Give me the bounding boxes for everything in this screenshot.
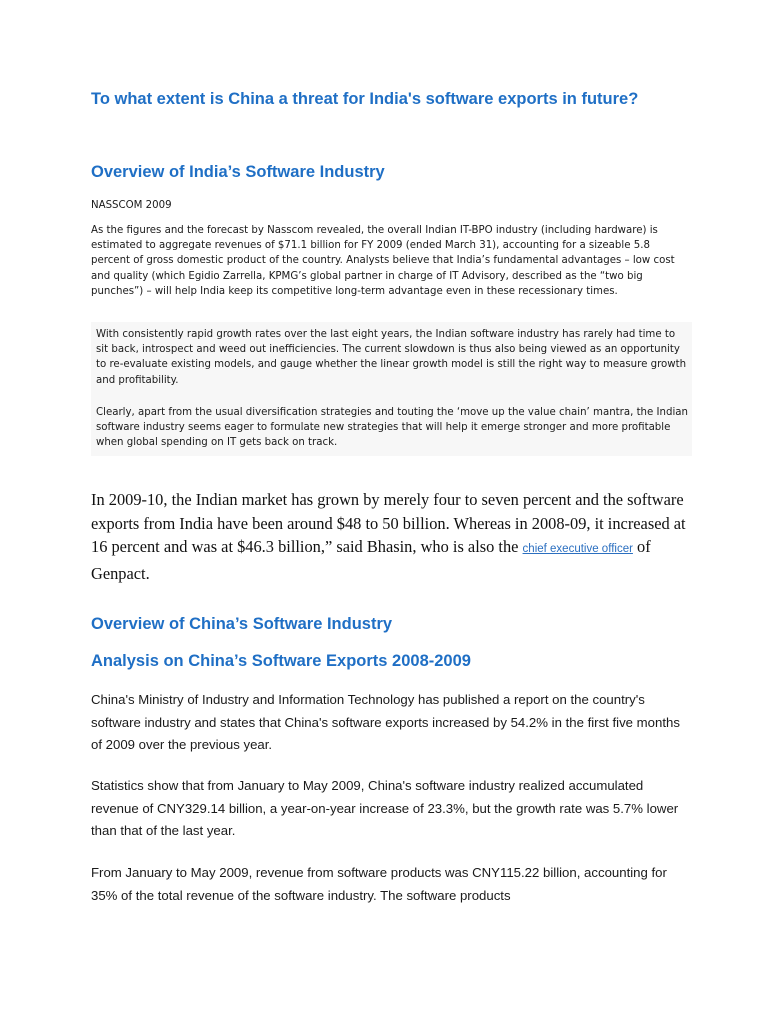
section-heading-china: Overview of China’s Software Industry	[91, 615, 393, 633]
paragraph-ministry-report: China's Ministry of Industry and Information Technology has published a report on the country's software industry and states that China's software exports increased by 54.2% in the first five months of 2009 over the previous year.	[91, 692, 680, 752]
paragraph-statistics: Statistics show that from January to May 2009, China's software industry realized accumulated revenue of CNY329.14 billion, a year-on-year increase of 23.3%, but the growth rate was 5.7% lower than that of the last year.	[91, 778, 679, 838]
quote-paragraph-1: With consistently rapid growth rates over the last eight years, the Indian software industry has rarely had time to sit back, introspect and weed out inefficiencies. The current slowdown is thus also being viewed as an opportunity to re-evaluate existing models, and gauge whether the linear growth model is still the right way to measure growth and profitability.	[96, 329, 687, 386]
source-label: NASSCOM 2009	[91, 200, 172, 211]
paragraph-bhasin-quote	[91, 488, 691, 585]
quote-paragraph-2: Clearly, apart from the usual diversification strategies and touting the ‘move up the value chain’ mantra, the Indian software industry seems eager to formulate new strategies that will help it emerge stronger and more profitable when global spending on IT gets back on track.	[96, 407, 688, 449]
bhasin-text-after: of Genpact.	[91, 537, 651, 583]
paragraph-software-products: From January to May 2009, revenue from software products was CNY115.22 billion, accounting for 35% of the total revenue of the software industry. The software products	[91, 865, 667, 903]
chief-executive-officer-link[interactable]: chief executive officer	[522, 543, 633, 555]
section-heading-analysis: Analysis on China’s Software Exports 2008-2009	[91, 652, 471, 670]
paragraph-india-overview: As the figures and the forecast by Nasscom revealed, the overall Indian IT-BPO industry (including hardware) is estimated to aggregate revenues of $71.1 billion for FY 2009 (ended March 31), accounting for a sizeable 5.8 percent of gross domestic product of the country. Analysts believe that India’s fundamental advantages – low cost and quality (which Egidio Zarrella, KPMG’s global partner in charge of IT Advisory, described as the “two big punches”) – will help India keep its competitive long-term advantage even in these recessionary times.	[91, 225, 675, 297]
bhasin-text-before: In 2009-10, the Indian market has grown by merely four to seven percent and the software exports from India have been around $48 to 50 billion. Whereas in 2008-09, it increased at 16 percent and was at $46.3 billion,” said Bhasin, who is also the	[91, 490, 686, 556]
section-heading-india: Overview of India’s Software Industry	[91, 163, 385, 181]
page-title: To what extent is China a threat for India's software exports in future?	[91, 90, 639, 108]
